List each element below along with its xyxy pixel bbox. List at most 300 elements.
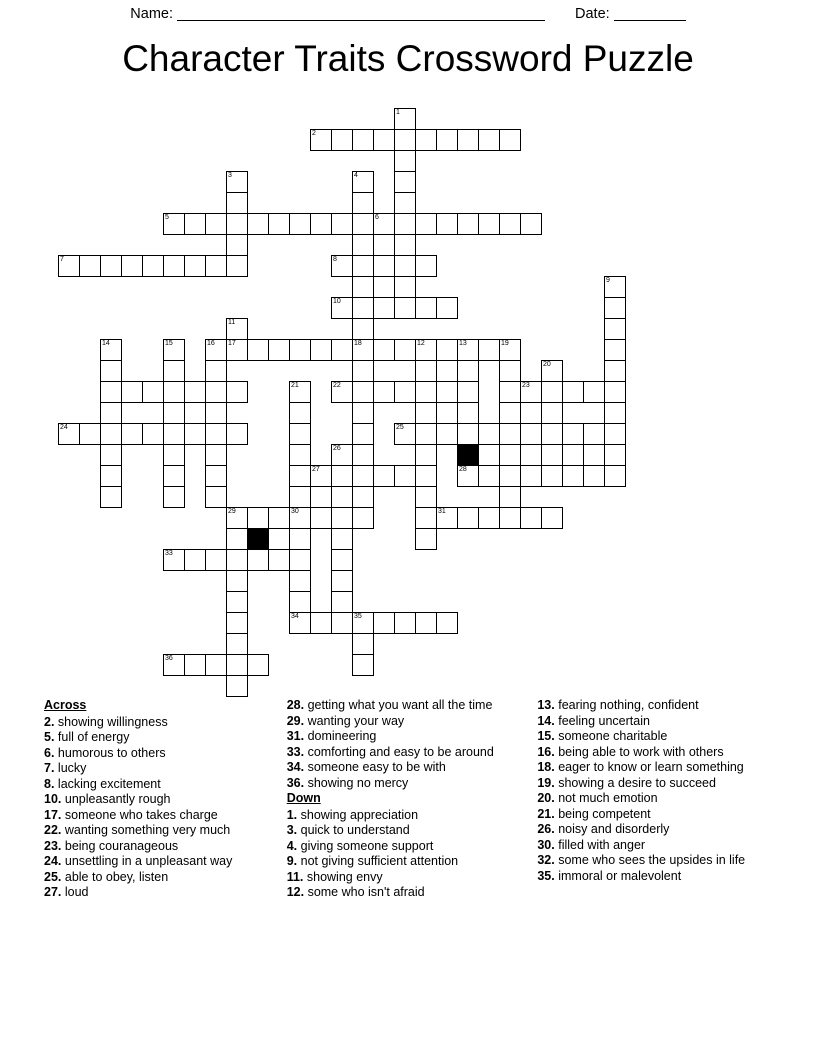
grid-cell[interactable] (100, 444, 122, 466)
clue-number: 4. (286, 838, 298, 853)
grid-cell[interactable] (352, 276, 374, 298)
grid-cell[interactable] (226, 339, 248, 361)
clues-section (44, 698, 772, 958)
grid-cell[interactable] (352, 507, 374, 529)
clue-item (287, 745, 522, 761)
grid-cell[interactable] (226, 381, 248, 403)
grid-cell[interactable] (457, 381, 479, 403)
grid-cell[interactable] (289, 591, 311, 613)
grid-cell[interactable] (457, 402, 479, 424)
grid-cell[interactable] (415, 339, 437, 361)
grid-cell[interactable] (415, 360, 437, 382)
grid-cell[interactable] (541, 465, 563, 487)
grid-cell[interactable] (268, 549, 290, 571)
grid-cell[interactable] (520, 213, 542, 235)
grid-cell[interactable] (520, 381, 542, 403)
grid-cell[interactable] (163, 654, 185, 676)
clue-item (287, 776, 522, 792)
grid-cell[interactable] (415, 465, 437, 487)
clue-item (44, 746, 271, 762)
grid-cell[interactable] (310, 339, 332, 361)
clue-item (287, 870, 522, 886)
grid-cell-number: 25 (396, 424, 404, 431)
grid-cell[interactable] (478, 213, 500, 235)
grid-cell[interactable] (352, 255, 374, 277)
grid-cell[interactable] (541, 381, 563, 403)
grid-cell[interactable] (289, 486, 311, 508)
grid-cell[interactable] (604, 339, 626, 361)
grid-cell[interactable] (163, 486, 185, 508)
grid-cell[interactable] (352, 633, 374, 655)
grid-cell[interactable] (457, 423, 479, 445)
grid-cell[interactable] (604, 465, 626, 487)
grid-cell[interactable] (394, 465, 416, 487)
grid-cell[interactable] (583, 465, 605, 487)
grid-cell[interactable] (79, 255, 101, 277)
grid-cell[interactable] (604, 318, 626, 340)
grid-cell[interactable] (100, 255, 122, 277)
clue-text: being competent (554, 806, 651, 821)
grid-cell[interactable] (100, 339, 122, 361)
grid-cell[interactable] (436, 381, 458, 403)
grid-cell[interactable] (247, 549, 269, 571)
grid-cell[interactable] (163, 423, 185, 445)
grid-cell[interactable] (499, 444, 521, 466)
grid-cell[interactable] (394, 192, 416, 214)
grid-cell[interactable] (184, 423, 206, 445)
grid-cell[interactable] (163, 360, 185, 382)
grid-cell[interactable] (226, 507, 248, 529)
grid-cell[interactable] (394, 213, 416, 235)
grid-cell[interactable] (289, 444, 311, 466)
grid-cell[interactable] (205, 255, 227, 277)
grid-cell[interactable] (247, 507, 269, 529)
grid-cell[interactable] (352, 402, 374, 424)
grid-cell[interactable] (352, 129, 374, 151)
grid-cell[interactable] (478, 339, 500, 361)
clue-item (537, 822, 772, 838)
grid-cell[interactable] (331, 549, 353, 571)
grid-cell[interactable] (205, 444, 227, 466)
clue-number: 11. (286, 869, 304, 884)
grid-cell[interactable] (226, 318, 248, 340)
grid-cell[interactable] (226, 612, 248, 634)
grid-cell[interactable] (289, 402, 311, 424)
grid-cell[interactable] (331, 213, 353, 235)
grid-cell-number: 9 (606, 277, 610, 284)
grid-cell[interactable] (352, 486, 374, 508)
grid-cell[interactable] (226, 423, 248, 445)
grid-cell[interactable] (457, 129, 479, 151)
grid-cell[interactable] (583, 423, 605, 445)
grid-cell[interactable] (331, 528, 353, 550)
clue-item (287, 808, 522, 824)
grid-cell[interactable] (499, 213, 521, 235)
clue-item (537, 729, 772, 745)
grid-cell[interactable] (289, 213, 311, 235)
grid-cell[interactable] (352, 654, 374, 676)
grid-cell-number: 15 (165, 340, 173, 347)
grid-cell[interactable] (226, 192, 248, 214)
grid-cell[interactable] (289, 339, 311, 361)
clue-number: 25. (44, 869, 62, 884)
clue-item (537, 807, 772, 823)
grid-cell[interactable] (268, 339, 290, 361)
grid-cell[interactable] (478, 423, 500, 445)
grid-cell[interactable] (499, 402, 521, 424)
grid-cell[interactable] (205, 486, 227, 508)
grid-cell[interactable] (100, 402, 122, 424)
grid-cell[interactable] (373, 381, 395, 403)
grid-cell[interactable] (478, 507, 500, 529)
clue-number: 36. (286, 775, 305, 790)
grid-cell[interactable] (394, 234, 416, 256)
grid-cell[interactable] (394, 129, 416, 151)
grid-cell[interactable] (226, 549, 248, 571)
grid-cell[interactable] (352, 339, 374, 361)
grid-cell[interactable] (583, 444, 605, 466)
grid-cell[interactable] (352, 213, 374, 235)
grid-cell[interactable] (331, 591, 353, 613)
grid-cell[interactable] (415, 612, 437, 634)
grid-cell[interactable] (478, 465, 500, 487)
grid-cell[interactable] (499, 486, 521, 508)
clue-number: 17. (44, 807, 62, 822)
grid-cell[interactable] (457, 360, 479, 382)
grid-cell[interactable] (499, 507, 521, 529)
clue-item (44, 808, 271, 824)
grid-cell[interactable] (415, 255, 437, 277)
grid-cell[interactable] (499, 423, 521, 445)
grid-cell[interactable] (163, 402, 185, 424)
grid-cell[interactable] (289, 507, 311, 529)
grid-cell[interactable] (226, 570, 248, 592)
clue-text: full of energy (54, 730, 130, 744)
grid-cell[interactable] (331, 486, 353, 508)
grid-cell-number: 34 (291, 613, 299, 620)
grid-cell[interactable] (205, 381, 227, 403)
grid-cell[interactable] (541, 423, 563, 445)
crossword-grid[interactable] (58, 108, 758, 686)
grid-cell[interactable] (415, 507, 437, 529)
grid-cell-number: 31 (438, 508, 446, 515)
grid-cell[interactable] (478, 129, 500, 151)
grid-cell[interactable] (58, 423, 80, 445)
grid-cell[interactable] (541, 507, 563, 529)
grid-cell[interactable] (604, 276, 626, 298)
grid-cell[interactable] (373, 612, 395, 634)
grid-cell[interactable] (163, 444, 185, 466)
clue-number: 14. (537, 713, 555, 728)
grid-cell-number: 11 (228, 319, 236, 326)
grid-cell-number: 28 (459, 466, 467, 473)
grid-cell[interactable] (79, 423, 101, 445)
grid-cell[interactable] (499, 465, 521, 487)
grid-cell[interactable] (184, 255, 206, 277)
grid-cell[interactable] (226, 234, 248, 256)
clue-text: lacking excitement (54, 776, 161, 791)
grid-cell[interactable] (436, 339, 458, 361)
grid-cell[interactable] (289, 612, 311, 634)
grid-cell[interactable] (604, 360, 626, 382)
grid-cell[interactable] (100, 465, 122, 487)
grid-cell[interactable] (562, 423, 584, 445)
grid-cell[interactable] (394, 297, 416, 319)
grid-cell[interactable] (415, 297, 437, 319)
grid-cell[interactable] (205, 213, 227, 235)
crossword-grid-container (0, 108, 816, 686)
clue-text: showing no mercy (304, 775, 409, 790)
grid-cell[interactable] (352, 612, 374, 634)
grid-cell[interactable] (604, 297, 626, 319)
clue-text: noisy and disorderly (554, 822, 670, 836)
grid-cell[interactable] (331, 465, 353, 487)
grid-cell[interactable] (583, 381, 605, 403)
clue-number: 35. (537, 868, 555, 883)
grid-cell[interactable] (436, 507, 458, 529)
grid-cell[interactable] (436, 297, 458, 319)
clue-item (44, 730, 271, 746)
grid-cell[interactable] (289, 423, 311, 445)
grid-cell[interactable] (163, 465, 185, 487)
grid-cell[interactable] (163, 339, 185, 361)
grid-cell[interactable] (604, 381, 626, 403)
grid-cell[interactable] (415, 129, 437, 151)
grid-cell[interactable] (562, 465, 584, 487)
grid-cell[interactable] (226, 591, 248, 613)
grid-cell[interactable] (226, 171, 248, 193)
grid-cell[interactable] (226, 213, 248, 235)
grid-cell[interactable] (247, 339, 269, 361)
grid-cell[interactable] (394, 255, 416, 277)
grid-cell-number: 35 (354, 613, 362, 620)
grid-cell[interactable] (331, 255, 353, 277)
grid-cell[interactable] (415, 213, 437, 235)
clue-item (537, 791, 772, 807)
grid-cell[interactable] (457, 213, 479, 235)
grid-cell[interactable] (205, 654, 227, 676)
grid-cell[interactable] (184, 549, 206, 571)
grid-cell[interactable] (121, 255, 143, 277)
grid-cell[interactable] (331, 444, 353, 466)
grid-cell[interactable] (394, 612, 416, 634)
clue-text: fearing nothing, confident (554, 698, 699, 712)
grid-cell[interactable] (205, 339, 227, 361)
clue-item (287, 729, 522, 745)
grid-cell[interactable] (331, 297, 353, 319)
grid-cell-number: 6 (375, 214, 379, 221)
grid-cell-number: 16 (207, 340, 215, 347)
grid-cell-blocked (457, 444, 479, 466)
grid-cell[interactable] (541, 402, 563, 424)
grid-cell[interactable] (331, 507, 353, 529)
grid-cell[interactable] (415, 528, 437, 550)
grid-cell[interactable] (499, 129, 521, 151)
grid-cell[interactable] (499, 339, 521, 361)
grid-cell[interactable] (394, 339, 416, 361)
clue-text: wanting something very much (61, 823, 231, 837)
grid-cell[interactable] (142, 381, 164, 403)
grid-cell[interactable] (352, 297, 374, 319)
grid-cell[interactable] (226, 654, 248, 676)
grid-cell[interactable] (352, 360, 374, 382)
grid-cell[interactable] (289, 549, 311, 571)
grid-cell[interactable] (373, 297, 395, 319)
clue-text: filled with anger (554, 837, 646, 852)
grid-cell[interactable] (499, 381, 521, 403)
grid-cell[interactable] (604, 402, 626, 424)
clue-number: 18. (537, 760, 555, 774)
grid-cell[interactable] (436, 213, 458, 235)
grid-cell[interactable] (457, 339, 479, 361)
grid-cell[interactable] (310, 213, 332, 235)
grid-cell[interactable] (310, 465, 332, 487)
grid-cell-number: 14 (102, 340, 110, 347)
date-blank-line[interactable] (614, 8, 686, 21)
grid-cell[interactable] (268, 528, 290, 550)
clue-number: 24. (44, 854, 62, 868)
grid-cell[interactable] (184, 213, 206, 235)
grid-cell[interactable] (100, 381, 122, 403)
grid-cell[interactable] (121, 381, 143, 403)
clue-text: comforting and easy to be around (304, 744, 494, 759)
grid-cell[interactable] (205, 360, 227, 382)
grid-cell[interactable] (436, 423, 458, 445)
grid-cell[interactable] (415, 486, 437, 508)
grid-cell[interactable] (352, 171, 374, 193)
clue-text: able to obey, listen (61, 869, 169, 884)
grid-cell[interactable] (310, 129, 332, 151)
grid-cell[interactable] (415, 381, 437, 403)
grid-cell[interactable] (289, 465, 311, 487)
grid-cell[interactable] (226, 528, 248, 550)
grid-cell[interactable] (352, 381, 374, 403)
grid-cell[interactable] (604, 444, 626, 466)
clue-text: showing appreciation (297, 807, 419, 822)
grid-cell[interactable] (331, 129, 353, 151)
grid-cell[interactable] (163, 549, 185, 571)
grid-cell[interactable] (268, 213, 290, 235)
grid-cell[interactable] (289, 528, 311, 550)
grid-cell[interactable] (247, 213, 269, 235)
grid-cell[interactable] (499, 360, 521, 382)
clue-number: 29. (286, 713, 305, 728)
grid-cell-number: 17 (228, 340, 236, 347)
clue-item (44, 792, 271, 808)
grid-cell[interactable] (394, 150, 416, 172)
grid-cell[interactable] (436, 129, 458, 151)
grid-cell[interactable] (205, 549, 227, 571)
grid-cell[interactable] (352, 192, 374, 214)
grid-cell[interactable] (310, 612, 332, 634)
grid-cell-number: 26 (333, 445, 341, 452)
grid-cell[interactable] (331, 612, 353, 634)
grid-cell[interactable] (205, 402, 227, 424)
grid-cell[interactable] (100, 360, 122, 382)
grid-cell[interactable] (457, 507, 479, 529)
grid-cell[interactable] (394, 381, 416, 403)
grid-cell[interactable] (142, 423, 164, 445)
clue-text: eager to know or learn something (554, 760, 744, 774)
grid-cell[interactable] (58, 255, 80, 277)
name-blank-line[interactable] (177, 8, 545, 21)
grid-cell[interactable] (394, 108, 416, 130)
grid-cell[interactable] (100, 486, 122, 508)
grid-cell[interactable] (121, 423, 143, 445)
grid-cell[interactable] (415, 423, 437, 445)
grid-cell[interactable] (184, 381, 206, 403)
grid-cell[interactable] (373, 129, 395, 151)
grid-cell[interactable] (394, 276, 416, 298)
grid-cell[interactable] (562, 381, 584, 403)
clue-text: lucky (54, 761, 87, 775)
grid-cell[interactable] (184, 654, 206, 676)
clue-number: 2. (44, 714, 55, 729)
clue-item (537, 698, 772, 714)
clue-text: unpleasantly rough (61, 792, 171, 806)
grid-cell[interactable] (310, 507, 332, 529)
grid-cell[interactable] (373, 213, 395, 235)
grid-cell[interactable] (352, 318, 374, 340)
grid-cell[interactable] (541, 444, 563, 466)
grid-cell[interactable] (352, 234, 374, 256)
grid-cell[interactable] (394, 423, 416, 445)
grid-cell[interactable] (457, 465, 479, 487)
grid-cell[interactable] (352, 465, 374, 487)
across-clue-list-part1 (44, 715, 271, 901)
clue-text: showing willingness (54, 714, 168, 729)
grid-cell[interactable] (373, 339, 395, 361)
grid-cell[interactable] (604, 423, 626, 445)
grid-cell[interactable] (163, 255, 185, 277)
grid-cell[interactable] (142, 255, 164, 277)
clue-text: domineering (304, 729, 377, 743)
grid-cell[interactable] (247, 654, 269, 676)
grid-cell[interactable] (352, 423, 374, 445)
grid-cell[interactable] (205, 465, 227, 487)
grid-cell[interactable] (331, 381, 353, 403)
grid-cell[interactable] (163, 381, 185, 403)
grid-cell[interactable] (394, 171, 416, 193)
grid-cell[interactable] (541, 360, 563, 382)
grid-cell[interactable] (373, 255, 395, 277)
clue-item (44, 885, 271, 901)
grid-cell[interactable] (373, 465, 395, 487)
grid-cell[interactable] (436, 612, 458, 634)
clue-text: wanting your way (304, 713, 405, 728)
grid-cell[interactable] (163, 213, 185, 235)
grid-cell[interactable] (520, 423, 542, 445)
grid-cell[interactable] (226, 675, 248, 697)
grid-cell[interactable] (226, 633, 248, 655)
grid-cell[interactable] (289, 570, 311, 592)
grid-cell[interactable] (520, 465, 542, 487)
grid-cell[interactable] (331, 339, 353, 361)
grid-cell[interactable] (331, 570, 353, 592)
clue-number: 10. (44, 792, 62, 806)
grid-cell[interactable] (289, 381, 311, 403)
grid-cell[interactable] (205, 423, 227, 445)
grid-cell[interactable] (415, 402, 437, 424)
grid-cell[interactable] (520, 507, 542, 529)
clue-item (287, 760, 522, 776)
grid-cell[interactable] (268, 507, 290, 529)
grid-cell[interactable] (100, 423, 122, 445)
grid-cell[interactable] (226, 255, 248, 277)
grid-cell[interactable] (415, 444, 437, 466)
grid-cell[interactable] (352, 444, 374, 466)
name-date-line (0, 0, 816, 28)
